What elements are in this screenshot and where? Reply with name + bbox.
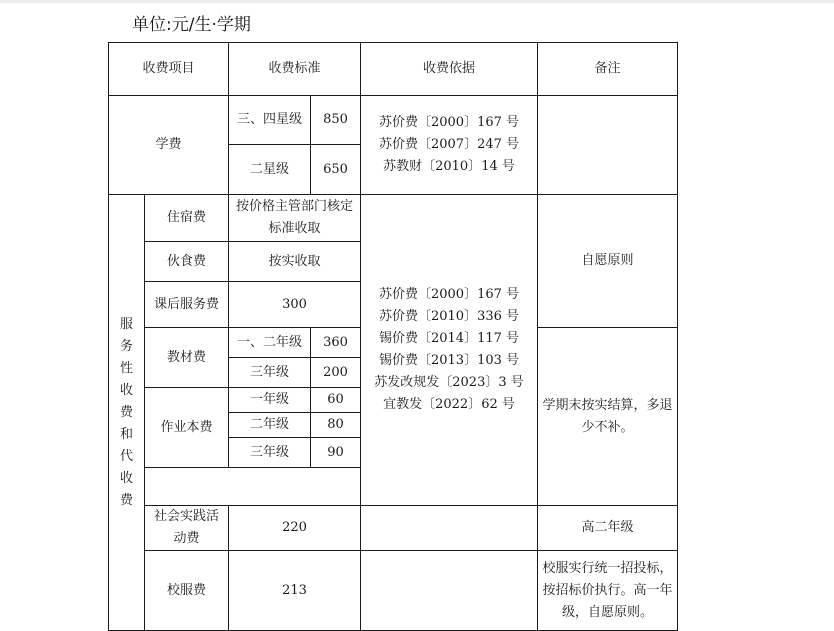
textbook-amount: 200 <box>311 358 361 388</box>
workbook-amount: 90 <box>311 438 361 468</box>
basis-line: 苏价费〔2000〕167 号 <box>378 115 520 130</box>
workbook-level: 二年级 <box>229 413 311 438</box>
workbook-label: 作业本费 <box>145 388 229 468</box>
uniform-standard: 213 <box>229 551 361 631</box>
fee-table <box>108 42 678 631</box>
tuition-remark <box>538 96 678 195</box>
after-school-standard: 300 <box>229 282 361 328</box>
workbook-amount: 80 <box>311 413 361 438</box>
lodging-standard: 按价格主管部门核定标准收取 <box>229 195 361 242</box>
tuition-level: 三、四星级 <box>229 96 311 145</box>
workbook-amount: 60 <box>311 388 361 413</box>
basis-line: 锡价费〔2014〕117 号 <box>378 331 520 346</box>
uniform-row-1 <box>109 551 678 591</box>
meals-label: 伙食费 <box>145 242 229 282</box>
practice-label: 社会实践活动费 <box>145 506 229 551</box>
remark-grade2: 高二年级 <box>538 506 678 551</box>
header-item: 收费项目 <box>109 43 229 96</box>
after-school-label: 课后服务费 <box>145 282 229 328</box>
tuition-amount: 850 <box>311 96 361 145</box>
service-category-label: 服务性收费和代收费 <box>109 195 145 631</box>
header-basis: 收费依据 <box>361 43 538 96</box>
remark-voluntary: 自愿原则 <box>538 195 678 328</box>
tuition-row-1 <box>109 96 678 145</box>
remark-settle: 学期末按实结算，多退少不补。 <box>538 328 678 506</box>
tuition-label: 学费 <box>109 96 229 195</box>
meals-standard: 按实收取 <box>229 242 361 282</box>
basis-line: 苏价费〔2000〕167 号 <box>378 287 520 302</box>
uniform-label: 校服费 <box>145 551 229 631</box>
header-remark: 备注 <box>538 43 678 96</box>
service-basis <box>361 195 538 506</box>
basis-line: 苏教财〔2010〕14 号 <box>383 159 515 174</box>
practice-row <box>109 506 678 551</box>
basis-line: 苏价费〔2007〕247 号 <box>378 137 520 152</box>
tuition-level: 二星级 <box>229 145 311 195</box>
workbook-gap-cell <box>145 468 361 506</box>
unit-caption: 单位:元/生·学期 <box>132 15 251 35</box>
practice-basis <box>361 506 538 551</box>
workbook-level: 一年级 <box>229 388 311 413</box>
tuition-amount: 650 <box>311 145 361 195</box>
top-bar <box>0 0 834 3</box>
textbook-level: 一、二年级 <box>229 328 311 358</box>
remark-uniform: 校服实行统一招投标，按招标价执行。高一年级，自愿原则。 <box>538 551 678 631</box>
basis-line: 苏发改规发〔2023〕3 号 <box>374 375 524 390</box>
textbook-amount: 360 <box>311 328 361 358</box>
basis-line: 锡价费〔2013〕103 号 <box>378 353 520 368</box>
practice-standard: 220 <box>229 506 361 551</box>
basis-line: 宜教发〔2022〕62 号 <box>383 397 515 412</box>
header-row <box>109 43 678 96</box>
textbook-label: 教材费 <box>145 328 229 388</box>
workbook-level: 三年级 <box>229 438 311 468</box>
basis-line: 苏价费〔2010〕336 号 <box>378 309 520 324</box>
header-standard: 收费标准 <box>229 43 361 96</box>
textbook-level: 三年级 <box>229 358 311 388</box>
lodging-row <box>109 195 678 242</box>
lodging-label: 住宿费 <box>145 195 229 242</box>
tuition-basis <box>361 96 538 195</box>
